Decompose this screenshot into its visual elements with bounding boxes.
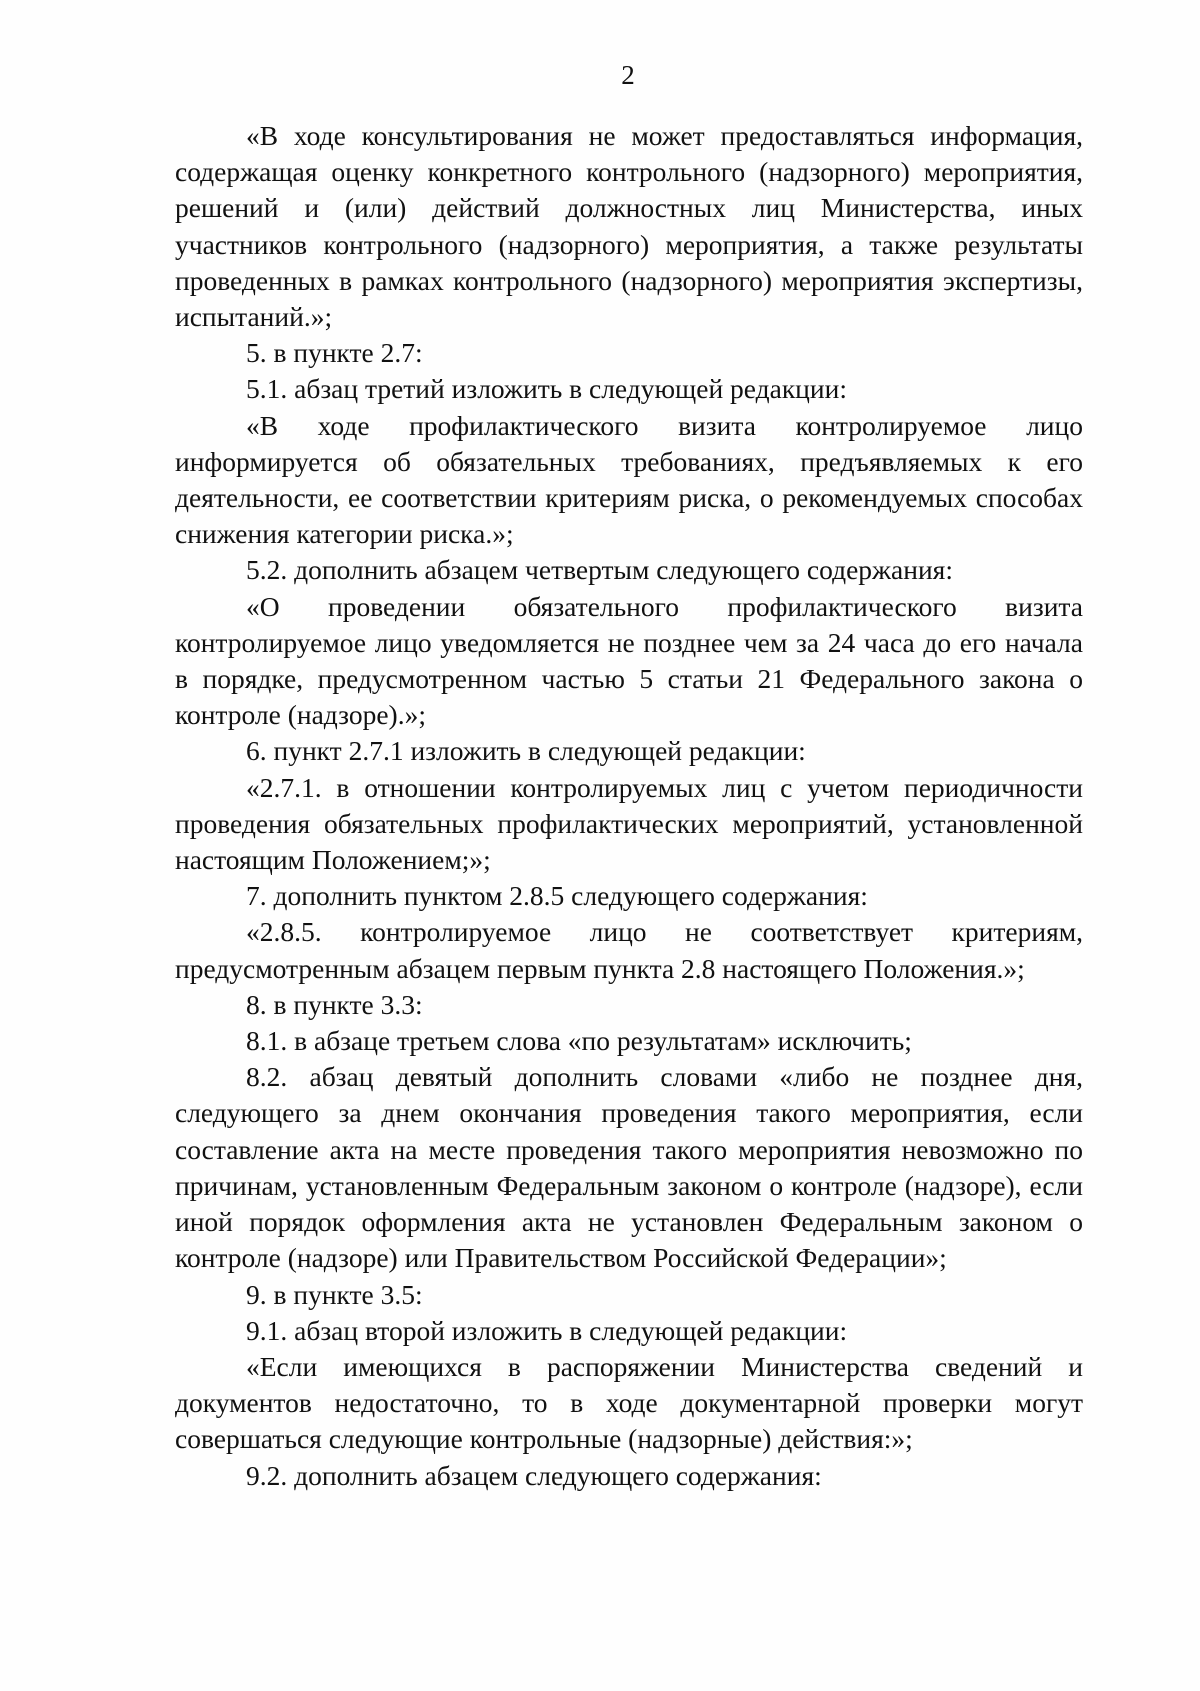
paragraph: 8.1. в абзаце третьем слова «по результатам» исключить; xyxy=(246,1025,912,1057)
page-number: 2 xyxy=(621,60,635,90)
paragraph: 7. дополнить пунктом 2.8.5 следующего содержания: xyxy=(246,880,868,912)
paragraph: 6. пункт 2.7.1 изложить в следующей редакции: xyxy=(246,735,806,767)
paragraph: 5. в пункте 2.7: xyxy=(246,337,423,369)
paragraph: «В ходе профилактического визита контролируемое лицо информируется об обязательных требованиях, предъявляемых к его деятельности, ее соответствии критериям риска, о рекомендуемых способах снижения категории риска.»; xyxy=(175,409,1083,550)
paragraph: 8. в пункте 3.3: xyxy=(246,988,423,1020)
document-body xyxy=(175,118,1083,1494)
paragraph: «Если имеющихся в распоряжении Министерства сведений и документов недостаточно, то в ходе документарной проверки могут совершаться следующие контрольные (надзорные) действия:»; xyxy=(175,1350,1083,1455)
paragraph: «О проведении обязательного профилактического визита контролируемое лицо уведомляется не позднее чем за 24 часа до его начала в порядке, предусмотренном частью 5 статьи 21 Федерального закона о контроле (надзоре).»; xyxy=(175,590,1083,731)
paragraph: «2.8.5. контролируемое лицо не соответствует критериям, предусмотренным абзацем первым пункта 2.8 настоящего Положения.»; xyxy=(175,916,1083,984)
paragraph: 9. в пункте 3.5: xyxy=(246,1278,423,1310)
paragraph: 9.2. дополнить абзацем следующего содержания: xyxy=(246,1459,822,1491)
paragraph: 5.1. абзац третий изложить в следующей редакции: xyxy=(246,373,847,405)
paragraph: 9.1. абзац второй изложить в следующей редакции: xyxy=(246,1314,848,1346)
paragraph: 5.2. дополнить абзацем четвертым следующего содержания: xyxy=(246,554,953,586)
paragraph: 8.2. абзац девятый дополнить словами «либо не позднее дня, следующего за днем окончания проведения такого мероприятия, если составление акта на месте проведения такого мероприятия невозможно по причинам, установленным Федеральным законом о контроле (надзоре), если иной порядок оформления акта не установлен Федеральным законом о контроле (надзоре) или Правительством Российской Федерации»; xyxy=(175,1061,1083,1274)
paragraph: «В ходе консультирования не может предоставляться информация, содержащая оценку конкретного контрольного (надзорного) мероприятия, решений и (или) действий должностных лиц Министерства, иных участников контрольного (надзорного) мероприятия, а также результаты проведенных в рамках контрольного (надзорного) мероприятия экспертизы, испытаний.»; xyxy=(175,120,1083,333)
paragraph: «2.7.1. в отношении контролируемых лиц с учетом периодичности проведения обязательных профилактических мероприятий, установленной настоящим Положением;»; xyxy=(175,771,1083,876)
